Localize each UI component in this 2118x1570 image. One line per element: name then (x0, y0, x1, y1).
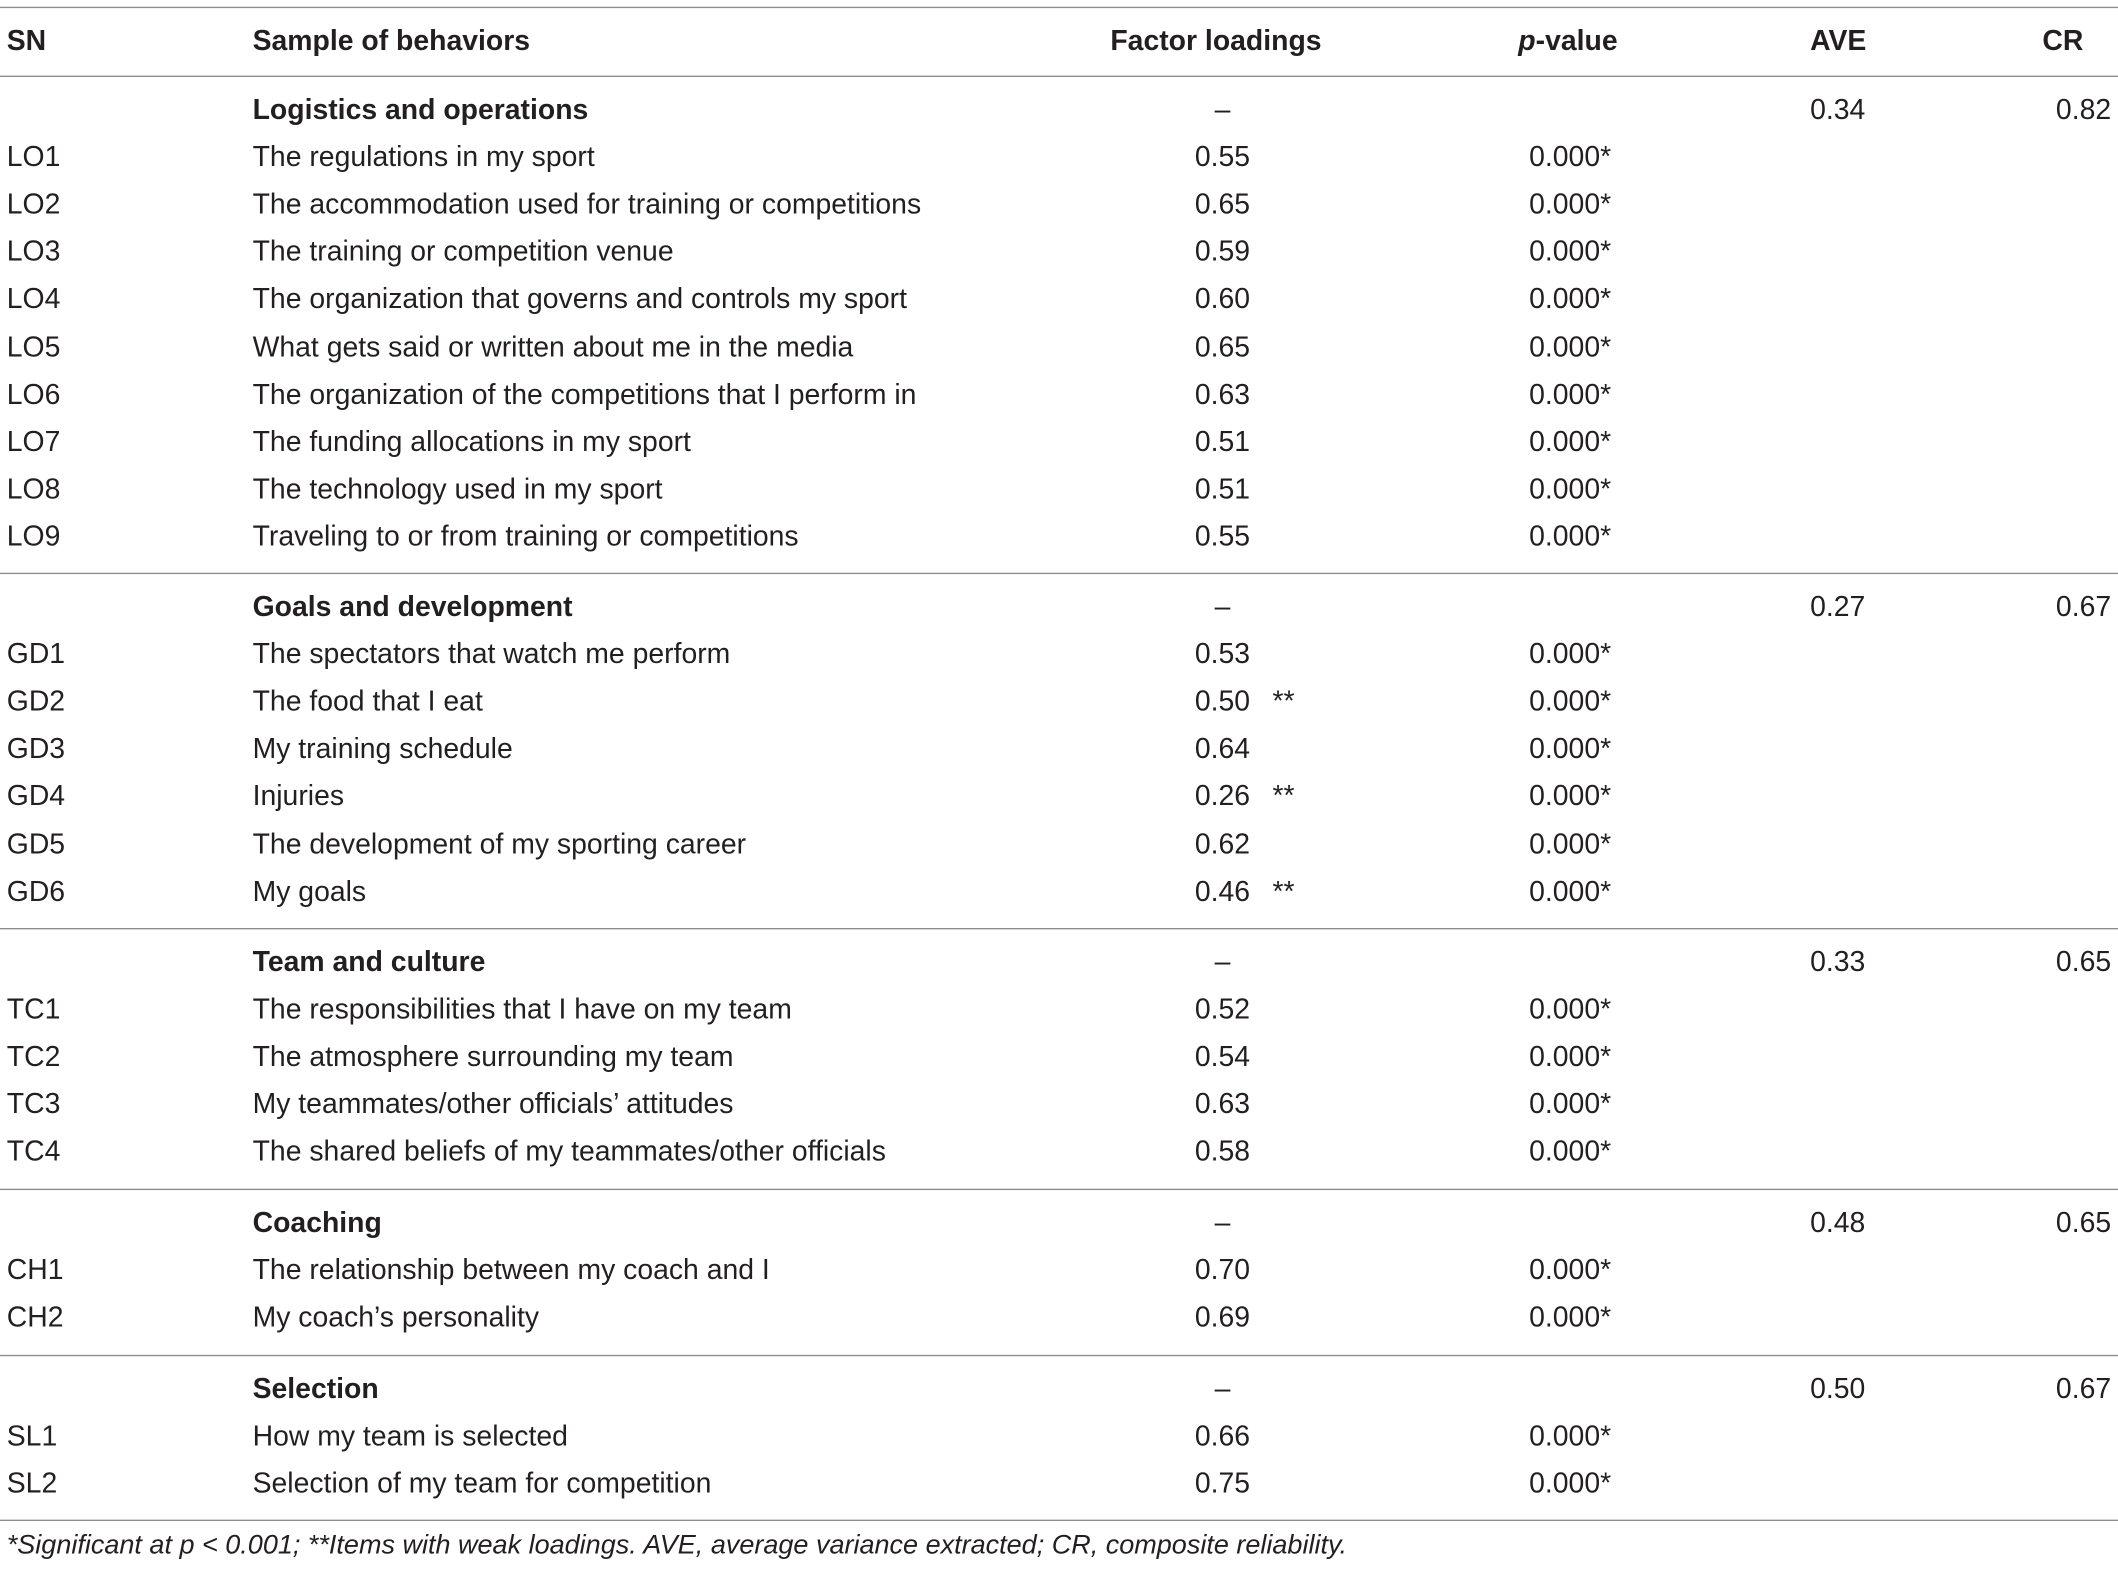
table-footnote: *Significant at p < 0.001; **Items with weak loadings. AVE, average variance extracted; CR, composite reliability. (6, 1530, 1347, 1561)
category-factor-loading: – (1214, 591, 1231, 623)
category-ave: 0.34 (1810, 94, 1866, 126)
table-row (0, 686, 2118, 733)
table-row (0, 142, 2118, 189)
item-p-value: 0.000* (1529, 189, 1612, 221)
loading-value: 0.59 (1194, 236, 1251, 268)
item-p-value: 0.000* (1529, 331, 1612, 363)
loading-value: 0.63 (1194, 1089, 1251, 1121)
loading-value: 0.60 (1194, 284, 1251, 316)
item-factor-loading (1172, 379, 1272, 411)
category-factor-loading: – (1214, 946, 1231, 978)
table-row (0, 1421, 2118, 1468)
category-row (0, 95, 2118, 142)
item-factor-loading (1172, 284, 1272, 316)
category-cr: 0.65 (2055, 946, 2112, 978)
item-p-value: 0.000* (1529, 141, 1612, 174)
item-behavior: My training schedule (252, 733, 513, 765)
item-p-value: 0.000* (1529, 284, 1612, 316)
table-row (0, 734, 2118, 781)
header-p-italic: p (1518, 25, 1536, 57)
table-row (0, 781, 2118, 828)
item-sn: LO2 (6, 189, 61, 221)
item-p-value: 0.000* (1529, 1255, 1612, 1287)
loading-value: 0.65 (1194, 331, 1251, 363)
item-behavior: The food that I eat (252, 686, 483, 718)
group-divider (0, 1355, 2118, 1356)
item-p-value: 0.000* (1529, 1302, 1612, 1334)
item-p-value: 0.000* (1529, 733, 1612, 765)
loading-value: 0.64 (1194, 733, 1251, 765)
item-behavior: The relationship between my coach and I (252, 1255, 770, 1287)
item-sn: CH1 (6, 1255, 64, 1287)
item-p-value: 0.000* (1529, 686, 1612, 718)
item-sn: GD1 (6, 639, 66, 671)
table-row (0, 426, 2118, 473)
item-p-value: 0.000* (1529, 521, 1612, 553)
header-factor-loadings: Factor loadings (1110, 25, 1322, 57)
item-p-value: 0.000* (1529, 1421, 1612, 1453)
item-factor-loading (1172, 1255, 1272, 1287)
item-p-value: 0.000* (1529, 876, 1612, 908)
loading-value: 0.58 (1194, 1136, 1251, 1168)
item-behavior: The development of my sporting career (252, 828, 747, 860)
table-header-rule (0, 76, 2118, 77)
item-behavior: My goals (252, 876, 367, 908)
item-behavior: My teammates/other officials’ attitudes (252, 1089, 734, 1121)
item-behavior: The spectators that watch me perform (252, 639, 731, 671)
table-top-rule (0, 7, 2118, 8)
table-row (0, 189, 2118, 236)
item-factor-loading (1172, 332, 1272, 364)
item-factor-loading (1172, 1302, 1272, 1334)
table-row (0, 1137, 2118, 1184)
table-row (0, 1469, 2118, 1516)
category-factor-loading: – (1214, 94, 1231, 126)
category-factor-loading: – (1214, 1207, 1231, 1239)
item-behavior: The shared beliefs of my teammates/other officials (252, 1136, 886, 1168)
item-sn: GD5 (6, 828, 66, 860)
loading-value: 0.66 (1194, 1421, 1251, 1453)
loading-value: 0.52 (1194, 994, 1251, 1026)
group-divider (0, 928, 2118, 929)
item-behavior: The accommodation used for training or competitions (252, 189, 922, 221)
table-row (0, 474, 2118, 521)
item-p-value: 0.000* (1529, 1089, 1612, 1121)
item-sn: LO8 (6, 473, 61, 505)
item-factor-loading (1172, 1089, 1272, 1121)
item-sn: TC1 (6, 994, 61, 1026)
item-p-value: 0.000* (1529, 236, 1612, 268)
item-behavior: The responsibilities that I have on my team (252, 994, 792, 1026)
category-cr: 0.67 (2055, 591, 2112, 623)
item-factor-loading (1172, 1421, 1272, 1453)
loading-value: 0.65 (1194, 189, 1251, 221)
loading-value: 0.55 (1194, 521, 1251, 553)
table-header-row (0, 26, 2118, 73)
category-row (0, 1208, 2118, 1255)
item-behavior: The regulations in my sport (252, 141, 595, 174)
category-name: Team and culture (252, 946, 486, 978)
item-sn: TC3 (6, 1089, 61, 1121)
item-factor-loading (1172, 686, 1295, 718)
item-sn: LO5 (6, 331, 61, 363)
group-divider (0, 573, 2118, 574)
table-row (0, 379, 2118, 426)
category-row (0, 592, 2118, 639)
item-behavior: Traveling to or from training or competitions (252, 521, 799, 553)
item-factor-loading (1172, 1469, 1272, 1501)
item-behavior: Injuries (252, 781, 345, 813)
loading-value: 0.26 (1194, 781, 1251, 813)
table-row (0, 332, 2118, 379)
item-factor-loading (1172, 829, 1272, 861)
item-factor-loading (1172, 1137, 1272, 1169)
category-name: Logistics and operations (252, 94, 589, 126)
item-sn: GD4 (6, 781, 66, 813)
table-row (0, 521, 2118, 568)
loading-value: 0.69 (1194, 1302, 1251, 1334)
item-factor-loading (1172, 994, 1272, 1026)
loading-value: 0.46 (1194, 876, 1251, 908)
item-behavior: The training or competition venue (252, 236, 674, 268)
loading-value: 0.50 (1194, 686, 1251, 718)
item-p-value: 0.000* (1529, 639, 1612, 671)
item-sn: LO4 (6, 284, 61, 316)
group-divider (0, 1189, 2118, 1190)
item-sn: LO6 (6, 379, 61, 411)
item-behavior: What gets said or written about me in the media (252, 331, 854, 363)
category-name: Goals and development (252, 591, 573, 623)
item-behavior: The technology used in my sport (252, 473, 663, 505)
category-row (0, 1374, 2118, 1421)
loading-value: 0.63 (1194, 379, 1251, 411)
item-factor-loading (1172, 474, 1272, 506)
table-row (0, 829, 2118, 876)
item-factor-loading (1172, 189, 1272, 221)
category-cr: 0.67 (2055, 1373, 2112, 1405)
table-row (0, 1302, 2118, 1349)
table-row (0, 876, 2118, 923)
table-row (0, 994, 2118, 1041)
item-behavior: My coach’s personality (252, 1302, 540, 1334)
item-p-value: 0.000* (1529, 426, 1612, 458)
item-p-value: 0.000* (1529, 781, 1612, 813)
loading-value: 0.75 (1194, 1468, 1251, 1500)
loading-value: 0.51 (1194, 473, 1251, 505)
loading-value: 0.54 (1194, 1041, 1251, 1073)
category-cr: 0.82 (2055, 94, 2112, 126)
table-row (0, 639, 2118, 686)
item-sn: TC2 (6, 1041, 61, 1073)
table-row (0, 1042, 2118, 1089)
header-p-value (1518, 26, 1617, 58)
item-sn: GD2 (6, 686, 66, 718)
weak-loading-mark: ** (1272, 781, 1295, 813)
category-factor-loading: – (1214, 1373, 1231, 1405)
weak-loading-mark: ** (1272, 686, 1295, 718)
item-factor-loading (1172, 734, 1272, 766)
table-row (0, 1089, 2118, 1136)
loading-value: 0.62 (1194, 828, 1251, 860)
table-row (0, 1255, 2118, 1302)
category-name: Coaching (252, 1207, 382, 1239)
item-p-value: 0.000* (1529, 828, 1612, 860)
item-sn: GD6 (6, 876, 66, 908)
weak-loading-mark: ** (1272, 876, 1295, 908)
table-bottom-rule (0, 1520, 2118, 1521)
category-ave: 0.33 (1810, 946, 1866, 978)
header-cr: CR (2042, 25, 2084, 57)
item-sn: SL2 (6, 1468, 58, 1500)
header-p-rest: -value (1535, 25, 1618, 57)
item-factor-loading (1172, 876, 1295, 908)
item-factor-loading (1172, 1042, 1272, 1074)
item-factor-loading (1172, 781, 1295, 813)
item-sn: LO3 (6, 236, 61, 268)
item-sn: SL1 (6, 1421, 58, 1453)
item-behavior: The funding allocations in my sport (252, 426, 691, 458)
header-ave: AVE (1810, 25, 1867, 57)
category-ave: 0.50 (1810, 1373, 1866, 1405)
header-sn: SN (6, 25, 47, 57)
table-row (0, 284, 2118, 331)
category-cr: 0.65 (2055, 1207, 2112, 1239)
item-sn: LO1 (6, 141, 61, 174)
item-behavior: How my team is selected (252, 1421, 568, 1453)
item-behavior: Selection of my team for competition (252, 1468, 712, 1500)
item-sn: LO7 (6, 426, 61, 458)
item-p-value: 0.000* (1529, 379, 1612, 411)
item-sn: CH2 (6, 1302, 64, 1334)
item-factor-loading (1172, 142, 1272, 174)
loading-value: 0.70 (1194, 1255, 1251, 1287)
item-p-value: 0.000* (1529, 1041, 1612, 1073)
item-factor-loading (1172, 639, 1272, 671)
loading-value: 0.51 (1194, 426, 1251, 458)
category-ave: 0.48 (1810, 1207, 1866, 1239)
item-behavior: The organization that governs and controls my sport (252, 284, 907, 316)
item-sn: GD3 (6, 733, 66, 765)
loading-value: 0.53 (1194, 639, 1251, 671)
item-p-value: 0.000* (1529, 994, 1612, 1026)
item-factor-loading (1172, 521, 1272, 553)
category-row (0, 947, 2118, 994)
item-behavior: The atmosphere surrounding my team (252, 1041, 734, 1073)
item-p-value: 0.000* (1529, 1136, 1612, 1168)
category-name: Selection (252, 1373, 379, 1405)
loading-value: 0.55 (1194, 141, 1251, 174)
item-sn: TC4 (6, 1136, 61, 1168)
item-factor-loading (1172, 237, 1272, 269)
item-p-value: 0.000* (1529, 1468, 1612, 1500)
item-factor-loading (1172, 426, 1272, 458)
category-ave: 0.27 (1810, 591, 1866, 623)
header-behaviors: Sample of behaviors (252, 25, 531, 57)
item-sn: LO9 (6, 521, 61, 553)
table-row (0, 237, 2118, 284)
item-behavior: The organization of the competitions that I perform in (252, 379, 917, 411)
item-p-value: 0.000* (1529, 473, 1612, 505)
